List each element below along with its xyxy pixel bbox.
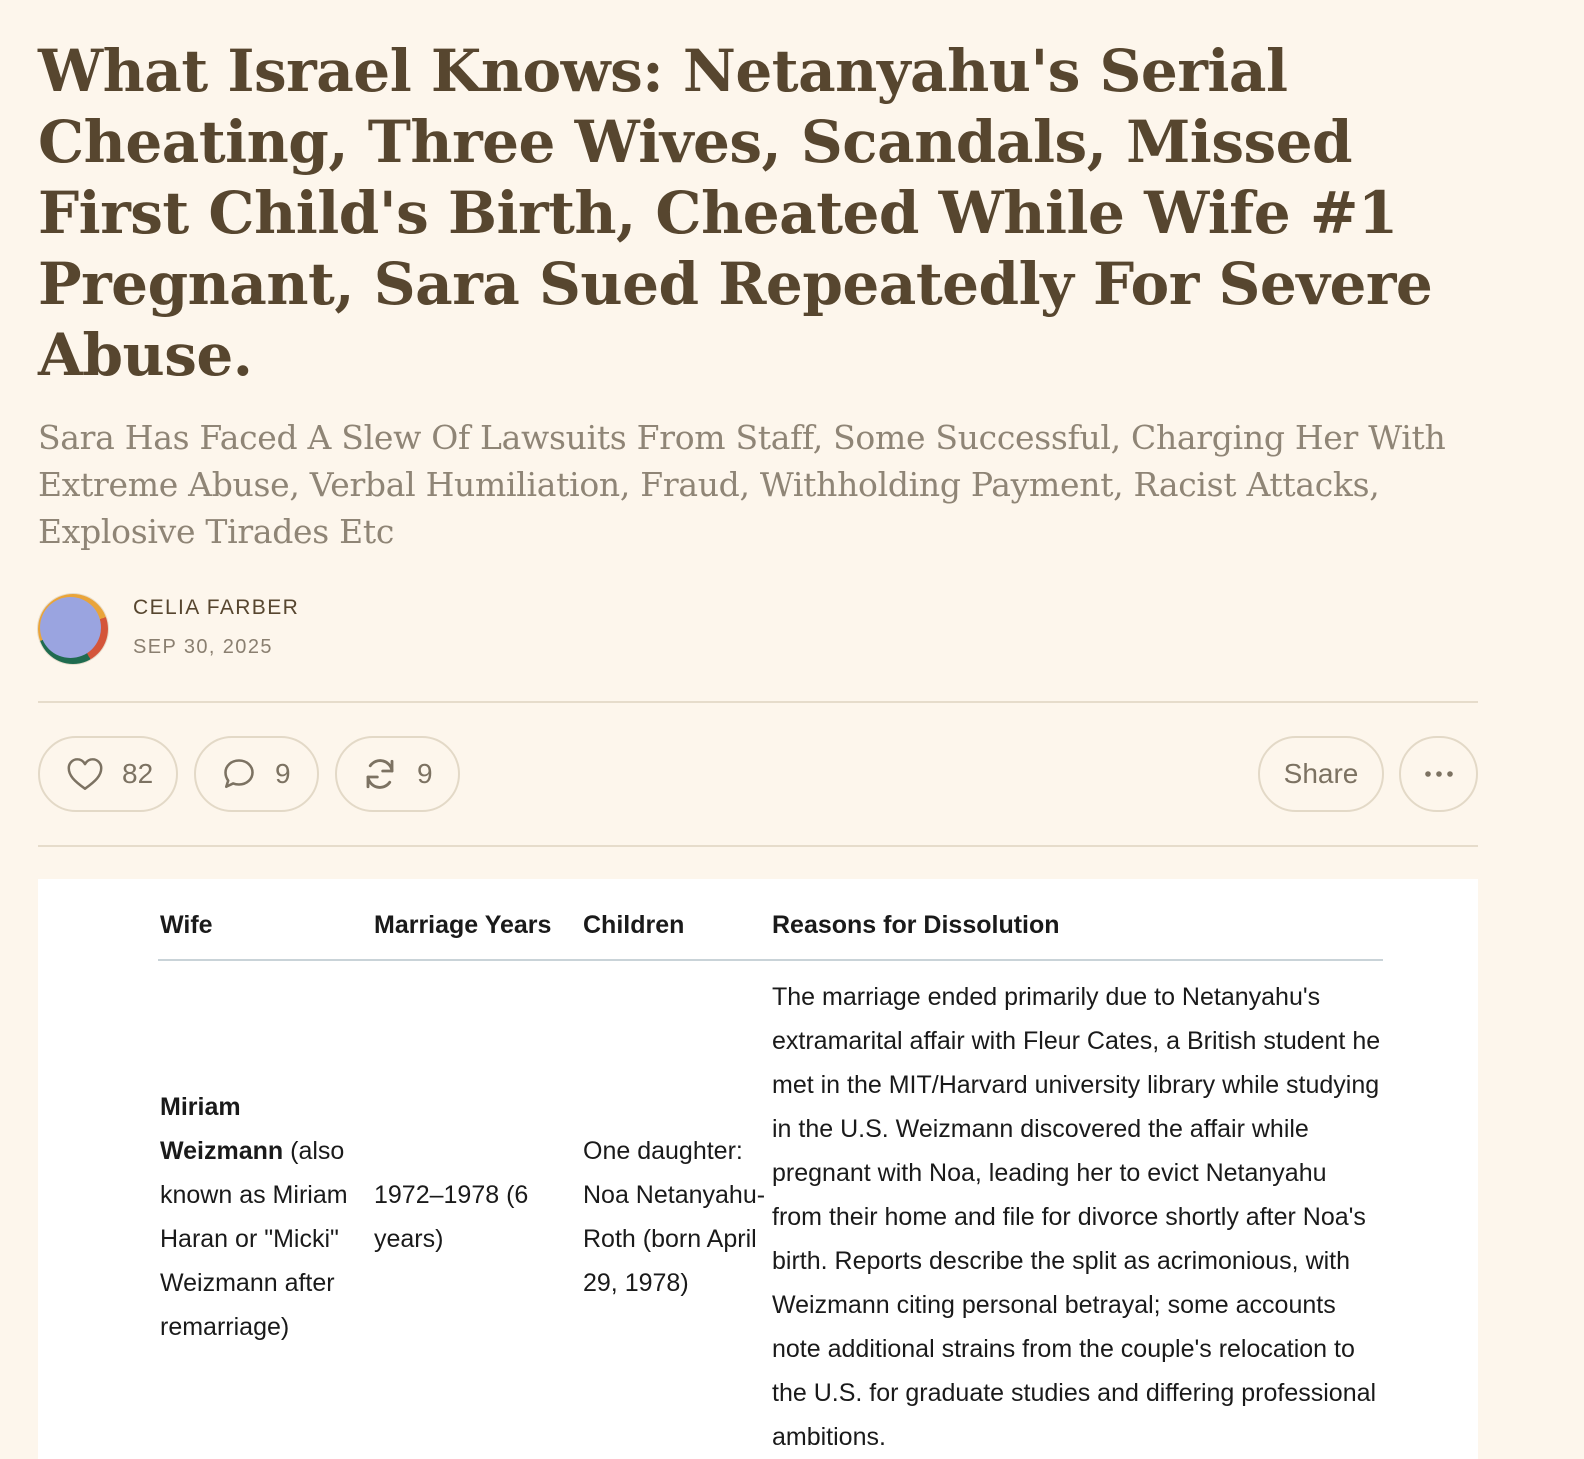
post-date: SEP 30, 2025 <box>133 635 273 658</box>
like-count: 82 <box>122 758 154 789</box>
author-avatar[interactable] <box>38 594 108 664</box>
restack-icon <box>361 756 399 792</box>
comment-icon <box>221 756 257 792</box>
byline <box>38 591 1478 667</box>
header-children: Children <box>581 901 770 960</box>
divider-bottom <box>38 845 1478 847</box>
article-title: What Israel Knows: Netanyahu's Serial Cheating, Three Wives, Scandals, Missed First Child's Birth, Cheated While Wife #1 Pregnant, Sara Sued Repeatedly For Severe Abuse. <box>38 37 1433 389</box>
restack-button[interactable] <box>335 736 460 812</box>
comment-count: 9 <box>275 758 291 789</box>
cell-wife <box>158 960 372 1459</box>
cell-children: One daughter: Noa Netanyahu-Roth (born April 29, 1978) <box>583 1137 766 1297</box>
wife-name: Miriam Weizmann <box>160 1093 284 1165</box>
author-name[interactable]: CELIA FARBER <box>133 595 300 619</box>
table-row <box>158 960 1383 1459</box>
table-header-row <box>158 901 1383 960</box>
restack-count: 9 <box>417 758 433 789</box>
comment-button[interactable] <box>194 736 319 812</box>
more-options-button[interactable] <box>1399 736 1478 812</box>
article <box>38 0 1478 1459</box>
marriages-table <box>158 901 1383 1459</box>
cell-marriage-years: 1972–1978 (6 years) <box>374 1181 529 1253</box>
heart-icon <box>66 757 104 791</box>
marriages-table-card <box>38 879 1478 1459</box>
header-marriage-years: Marriage Years <box>372 901 581 960</box>
more-icon <box>1422 769 1456 779</box>
article-subtitle: Sara Has Faced A Slew Of Lawsuits From Staff, Some Successful, Charging Her With Extreme Abuse, Verbal Humiliation, Fraud, Withholding Payment, Racist Attacks, Explosive Tirades Etc <box>38 418 1446 551</box>
byline-text <box>133 595 300 659</box>
share-button[interactable]: Share <box>1258 736 1384 812</box>
header-reasons: Reasons for Dissolution <box>770 901 1383 960</box>
cell-reasons: The marriage ended primarily due to Netanyahu's extramarital affair with Fleur Cates, a British student he met in the MIT/Harvard university library while studying in the U.S. Weizmann discovered the affair while pregnant with Noa, leading her to evict Netanyahu from their home and file for divorce shortly after Noa's birth. Reports describe the split as acrimonious, with Weizmann citing personal betrayal; some accounts note additional strains from the couple's relocation to the U.S. for graduate studies and differing professional ambitions. <box>772 983 1381 1451</box>
post-actions <box>38 703 1478 845</box>
like-button[interactable] <box>38 736 178 812</box>
header-wife: Wife <box>158 901 372 960</box>
wife-note: (also known as Miriam Haran or "Micki" Weizmann after remarriage) <box>160 1137 348 1341</box>
